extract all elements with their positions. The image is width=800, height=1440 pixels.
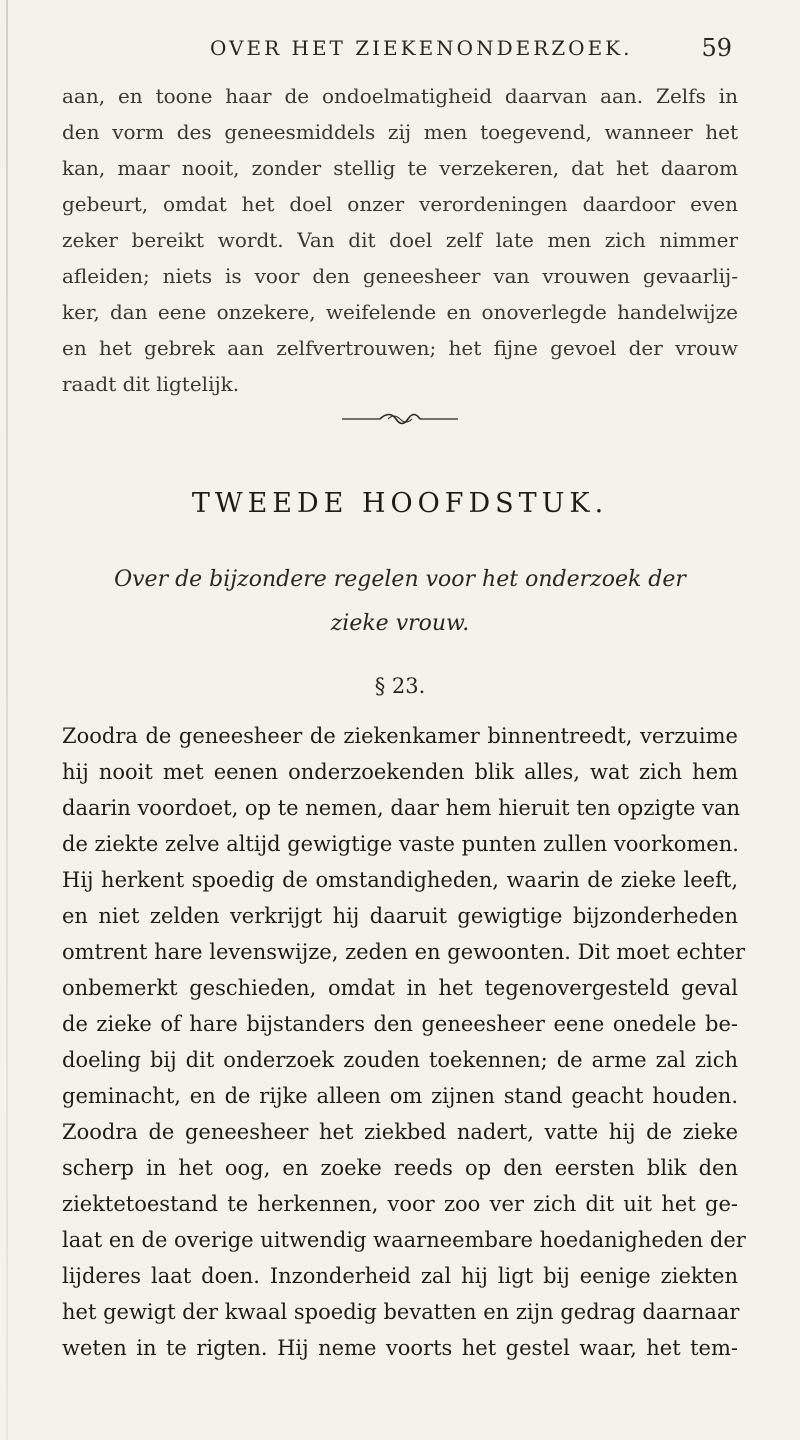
subtitle-line: Over de bijzondere regelen voor het onderzoek der [114, 567, 686, 592]
text-line: het gewigt der kwaal spoedig bevatten en zijn gedrag daarnaar [62, 1300, 740, 1324]
page-edge [6, 0, 8, 1440]
text-line: de ziekte zelve altijd gewigtige vaste punten zullen voorkomen. [62, 832, 739, 856]
text-line: afleiden; niets is voor den geneesheer van vrouwen gevaarlij- [62, 264, 738, 288]
text-line: lijderes laat doen. Inzonderheid zal hij ligt bij eenige ziekten [62, 1264, 738, 1288]
chapter-subtitle [0, 558, 800, 646]
text-line: kan, maar nooit, zonder stellig te verzekeren, dat het daarom [62, 156, 738, 180]
text-line: hij nooit met eenen onderzoekenden blik alles, wat zich hem [62, 760, 738, 784]
scroll-ornament-icon [340, 412, 460, 426]
subtitle-line: zieke vrouw. [330, 611, 470, 636]
text-line: Hij herkent spoedig de omstandigheden, waarin de zieke leeft, [62, 868, 738, 892]
text-line: zeker bereikt wordt. Van dit doel zelf late men zich nimmer [62, 228, 738, 252]
text-line: omtrent hare levenswijze, zeden en gewoonten. Dit moet echter [62, 940, 746, 964]
text-line: Zoodra de geneesheer het ziekbed nadert, vatte hij de zieke [62, 1120, 738, 1144]
page-number: 59 [701, 34, 732, 62]
text-line: den vorm des geneesmiddels zij men toegevend, wanneer het [62, 120, 738, 144]
text-line: raadt dit ligtelijk. [62, 372, 240, 396]
text-line: en het gebrek aan zelfvertrouwen; het fijne gevoel der vrouw [62, 336, 738, 360]
running-title: OVER HET ZIEKENONDERZOEK. [210, 36, 633, 60]
text-line: aan, en toone haar de ondoelmatigheid daarvan aan. Zelfs in [62, 84, 738, 108]
text-line: de zieke of hare bijstanders den geneesheer eene onedele be- [62, 1012, 738, 1036]
text-line: daarin voordoet, op te nemen, daar hem hieruit ten opzigte van [62, 796, 741, 820]
text-line: scherp in het oog, en zoeke reeds op den eersten blik den [62, 1156, 738, 1180]
running-head [0, 36, 800, 66]
chapter-heading: TWEEDE HOOFDSTUK. [191, 488, 609, 519]
text-line: gebeurt, omdat het doel onzer verordeningen daardoor even [62, 192, 738, 216]
section-number: § 23. [374, 674, 426, 698]
text-line: ziektetoestand te herkennen, voor zoo ver zich dit uit het ge- [62, 1192, 738, 1216]
text-line: Zoodra de geneesheer de ziekenkamer binnentreedt, verzuime [62, 724, 738, 748]
text-line: geminacht, en de rijke alleen om zijnen stand geacht houden. [62, 1084, 738, 1108]
text-line: en niet zelden verkrijgt hij daaruit gewigtige bijzonderheden [62, 904, 738, 928]
text-line: doeling bij dit onderzoek zouden toekennen; de arme zal zich [62, 1048, 738, 1072]
paragraph-continuation [62, 78, 738, 402]
text-line: weten in te rigten. Hij neme voorts het gestel waar, het tem- [62, 1336, 738, 1360]
paragraph-main [62, 718, 746, 1366]
text-line: laat en de overige uitwendig waarneembare hoedanigheden der [62, 1228, 746, 1252]
text-line: onbemerkt geschieden, omdat in het tegenovergesteld geval [62, 976, 738, 1000]
text-line: ker, dan eene onzekere, weifelende en onoverlegde handelwijze [62, 300, 738, 324]
